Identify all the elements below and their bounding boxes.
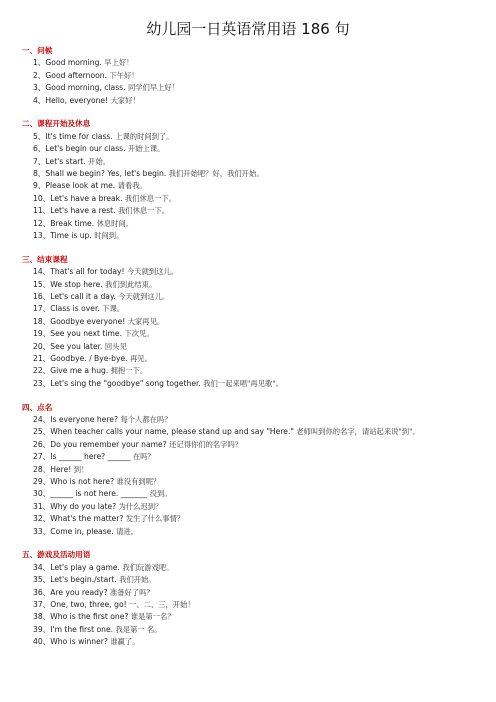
phrase-english: 31、Why do you late? [33, 501, 117, 511]
section-heading: 二、课程开始及休息 [22, 119, 91, 129]
phrase-chinese: 上课的时间到了。 [115, 131, 174, 141]
phrase-item [0, 70, 496, 82]
phrase-english: 27、Is ______ here? ______ [33, 452, 131, 462]
phrase-english: 21、Goodbye. / Bye-bye. [33, 353, 128, 363]
section-heading: 四、点名 [22, 402, 53, 412]
phrase-english: 3、Good morning, class. [33, 83, 126, 93]
phrase-english: 34、Let's play a game. [33, 562, 120, 572]
phrase-english: 32、What's the matter? [33, 514, 124, 524]
phrase-chinese: 在吗？ [132, 452, 155, 462]
phrase-chinese: 我们一起来唱"再见歌"。 [203, 378, 283, 388]
phrase-chinese: 我们开始。 [119, 575, 156, 585]
phrase-item [0, 82, 496, 94]
phrase-chinese: 到！ [73, 464, 89, 474]
phrase-english: 33、Come in, please. [33, 526, 114, 536]
phrase-english: 19、See you next time. [33, 329, 123, 339]
phrase-item [0, 291, 496, 303]
phrase-english: 35、Let's begin./start. [33, 575, 117, 585]
phrase-chinese: 再见。 [129, 353, 152, 363]
phrase-item [0, 599, 496, 611]
phrase-chinese: 下午好！ [109, 70, 139, 80]
phrase-chinese: 老师叫到你的名字，请站起来说"到"。 [296, 427, 420, 437]
phrase-item [0, 279, 496, 291]
phrase-english: 16、Let's call it a day. [33, 292, 116, 302]
phrase-item [0, 636, 496, 648]
phrase-item [0, 57, 496, 69]
phrase-item [0, 353, 496, 365]
phrase-chinese: 今天就到这儿。 [118, 292, 170, 302]
phrase-english: 26、Do you remember your name? [33, 439, 167, 449]
phrase-chinese: 我们开始吧？好，我们开始。 [168, 169, 264, 179]
phrase-english: 8、Shall we begin? Yes, let's begin. [33, 169, 167, 179]
phrase-english: 24、Is everyone here? [33, 415, 119, 425]
phrase-item [0, 526, 496, 538]
phrase-english: 10、Let's have a break. [33, 193, 123, 203]
phrase-item [0, 451, 496, 463]
phrase-chinese: 谁是第一名？ [130, 612, 175, 622]
phrase-english: 9、Please look at me. [33, 181, 116, 191]
phrase-item [0, 205, 496, 217]
phrase-chinese: 我们休息一下。 [124, 193, 176, 203]
phrase-english: 15、We stop here. [33, 279, 103, 289]
phrase-english: 20、See you later. [33, 341, 103, 351]
phrase-chinese: 我们到此结束。 [105, 279, 157, 289]
phrase-item [0, 316, 496, 328]
phrase-english: 4、Hello, everyone! [33, 95, 109, 105]
phrase-chinese: 同学们早上好！ [127, 83, 180, 93]
phrase-chinese: 下次见。 [124, 329, 154, 339]
phrase-chinese: 早上好！ [104, 58, 134, 68]
phrase-item [0, 266, 496, 278]
phrase-item [0, 476, 496, 488]
phrase-chinese: 我是第一 名。 [115, 624, 162, 634]
phrase-english: 18、Goodbye everyone! [33, 316, 126, 326]
phrase-english: 14、That's all for today! [33, 267, 125, 277]
phrase-english: 39、I'm the first one. [33, 624, 114, 634]
phrase-item [0, 488, 496, 500]
phrase-english: 29、Who is not here? [33, 477, 115, 486]
phrase-item [0, 341, 496, 353]
phrase-item [0, 95, 496, 107]
phrase-english: 40、Who is winner? [33, 637, 108, 647]
phrase-chinese: 请看我。 [117, 181, 147, 191]
phrase-chinese: 下课。 [102, 304, 125, 314]
phrase-chinese: 每个人都在吗？ [120, 415, 172, 425]
section-heading: 三、结束课程 [22, 254, 68, 264]
phrase-chinese: 大家再见。 [127, 316, 165, 326]
phrase-chinese: 开始上课。 [127, 144, 165, 154]
phrase-chinese: 还记得你们的名字吗？ [169, 439, 243, 449]
phrase-english: 1、Good morning. [33, 58, 102, 68]
phrase-chinese: 我们玩游戏吧。 [122, 562, 174, 572]
phrase-item [0, 180, 496, 192]
phrase-item [0, 143, 496, 155]
section-heading: 一、问候 [22, 46, 53, 55]
phrase-item [0, 131, 496, 143]
phrase-chinese: 为什么迟到？ [118, 501, 163, 511]
phrase-item [0, 218, 496, 230]
phrase-chinese: 没到。 [149, 489, 172, 499]
phrase-item [0, 328, 496, 340]
phrase-english: 12、Break time. [33, 218, 95, 228]
phrase-chinese: 谁赢了。 [110, 637, 140, 647]
phrase-chinese: 请进。 [116, 526, 139, 536]
phrase-item [0, 303, 496, 315]
phrase-item [0, 193, 496, 205]
phrase-english: 23、Let's sing the "goodbye" song together. [33, 378, 201, 388]
phrase-chinese: 大家好！ [110, 95, 140, 105]
phrase-chinese: 时间到。 [94, 230, 124, 240]
phrase-chinese: 拥抱一下。 [110, 366, 148, 376]
phrase-english: 25、When teacher calls your name, please stand up and say "Here." [33, 427, 294, 437]
phrase-english: 2、Good afternoon. [33, 70, 107, 80]
phrase-chinese: 休息时间。 [96, 218, 134, 228]
phrase-item [0, 168, 496, 180]
phrase-item [0, 574, 496, 586]
phrase-item [0, 156, 496, 168]
phrase-english: 28、Here! [33, 464, 72, 474]
section [0, 402, 496, 538]
phrase-chinese: 一、二、三，开始！ [129, 600, 195, 610]
phrase-item [0, 230, 496, 242]
phrase-item [0, 464, 496, 476]
phrase-item [0, 611, 496, 623]
phrase-english: 36、Are you ready? [33, 587, 108, 597]
phrase-item [0, 365, 496, 377]
phrase-item [0, 414, 496, 426]
phrase-english: 37、One, two, three, go! [33, 600, 127, 610]
phrase-item [0, 562, 496, 574]
phrase-english: 38、Who is the first one? [33, 612, 129, 622]
phrase-item [0, 426, 496, 438]
phrase-chinese: 今天就到这儿。 [127, 267, 179, 277]
phrase-item [0, 624, 496, 636]
page-title: 幼儿园一日英语常用语 186 句 [146, 20, 350, 38]
phrase-chinese: 谁没有到呢？ [116, 477, 161, 486]
phrase-item [0, 513, 496, 525]
phrase-item [0, 587, 496, 599]
phrase-chinese: 发生了什么事情？ [125, 514, 185, 524]
section [0, 254, 496, 390]
phrase-english: 11、Let's have a rest. [33, 206, 116, 216]
phrase-english: 22、Give me a hug. [33, 366, 109, 376]
phrase-english: 6、Let's begin our class. [33, 144, 126, 154]
phrase-chinese: 我们休息一下。 [117, 206, 170, 216]
phrase-chinese: 回头见 [104, 341, 127, 351]
section-heading: 五、游戏及活动用语 [22, 550, 91, 560]
phrase-english: 30、______ is not here. _______ [33, 489, 148, 499]
section [0, 118, 496, 242]
phrase-item [0, 439, 496, 451]
phrase-english: 7、Let's start. [33, 156, 86, 166]
phrase-english: 13、Time is up. [33, 230, 92, 240]
section [0, 45, 496, 107]
phrase-english: 17、Class is over. [33, 304, 100, 314]
phrase-english: 5、It's time for class. [33, 131, 113, 141]
section [0, 549, 496, 648]
phrase-list [0, 45, 496, 649]
phrase-item [0, 378, 496, 390]
phrase-item [0, 501, 496, 513]
phrase-chinese: 开始。 [88, 156, 111, 166]
phrase-chinese: 准备好了吗？ [109, 587, 154, 597]
